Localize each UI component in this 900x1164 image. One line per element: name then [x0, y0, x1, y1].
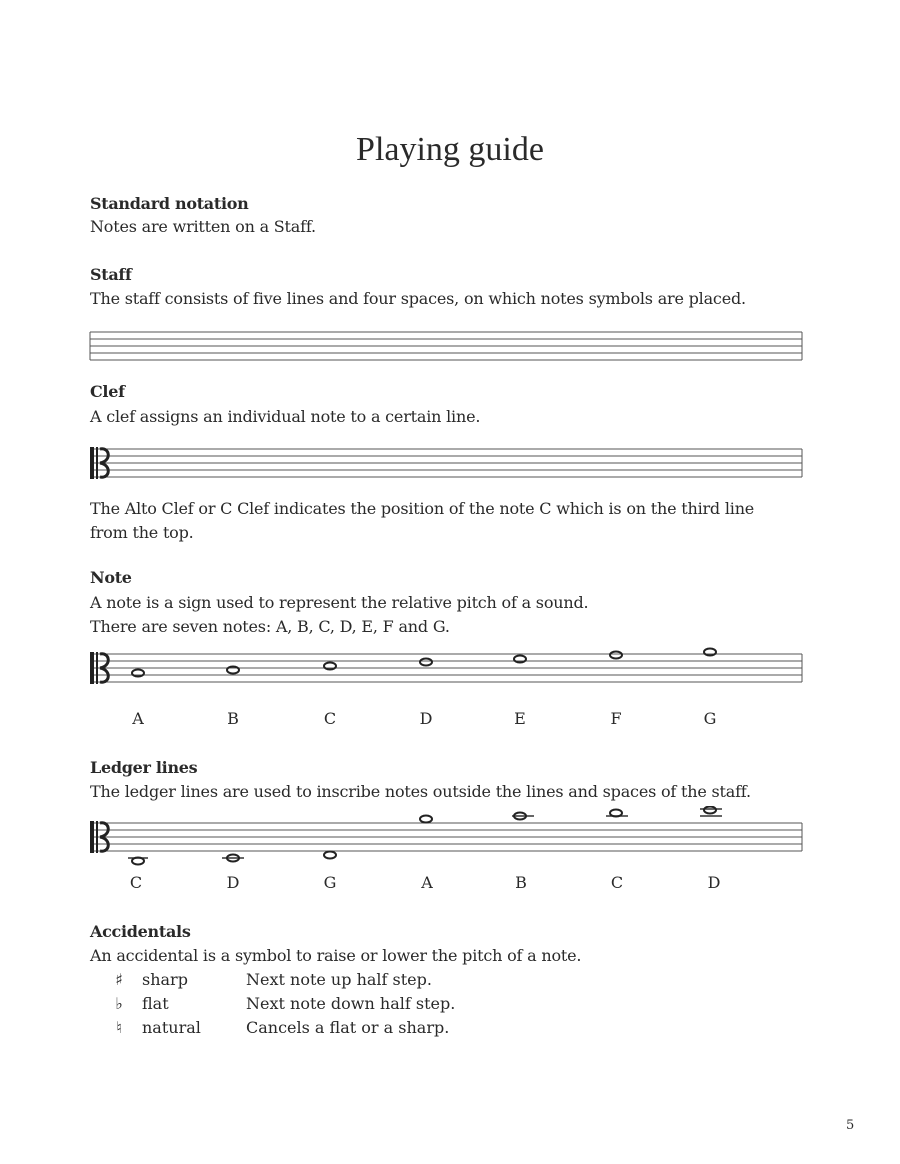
note-text-1: A note is a sign used to represent the relative pitch of a sound.: [90, 593, 589, 612]
clef-description-2: from the top.: [90, 523, 194, 542]
note-label-g: G: [703, 709, 717, 728]
note-d: [420, 659, 432, 666]
note-label-d: D: [419, 709, 433, 728]
accidental-row-natural: [112, 1016, 712, 1040]
page-number: 5: [846, 1118, 855, 1133]
accidental-name: natural: [142, 1018, 201, 1037]
ledger-label-c-low: C: [129, 873, 143, 892]
sharp-icon: ♯: [115, 970, 123, 989]
note-label-e: E: [514, 709, 526, 728]
accidental-row-flat: [112, 992, 712, 1016]
accidentals-text: An accidental is a symbol to raise or lower the pitch of a note.: [90, 946, 582, 965]
ledger-note-d-high: [704, 807, 716, 814]
accidentals-heading: Accidentals: [90, 922, 191, 941]
accidental-name: sharp: [142, 970, 188, 989]
ledger-label-d-high: D: [707, 873, 721, 892]
clef-text: A clef assigns an individual note to a certain line.: [90, 407, 481, 426]
ledger-note-a-high: [420, 816, 432, 823]
ledger-heading: Ledger lines: [90, 758, 198, 777]
natural-icon: ♮: [116, 1018, 122, 1037]
standard-notation-text: Notes are written on a Staff.: [90, 217, 316, 236]
ledger-note-g-low: [324, 852, 336, 859]
ledger-label-g-low: G: [323, 873, 337, 892]
accidental-description: Next note up half step.: [246, 970, 432, 989]
flat-icon: ♭: [115, 994, 123, 1013]
note-f: [610, 652, 622, 659]
ledger-label-b-high: B: [515, 873, 527, 892]
empty-staff: [88, 326, 804, 368]
staff-text: The staff consists of five lines and four spaces, on which notes symbols are placed.: [90, 289, 746, 308]
clef-staff: [88, 443, 804, 485]
note-heading: Note: [90, 568, 132, 587]
page-title: Playing guide: [356, 131, 544, 168]
ledger-label-a-high: A: [421, 873, 433, 892]
notes-staff: [88, 644, 804, 690]
accidental-description: Next note down half step.: [246, 994, 456, 1013]
ledger-staff: [88, 806, 804, 868]
ledger-label-d-low: D: [226, 873, 240, 892]
note-text-2: There are seven notes: A, B, C, D, E, F and G.: [90, 617, 450, 636]
staff-heading: Staff: [90, 265, 132, 284]
standard-notation-heading: Standard notation: [90, 194, 249, 213]
clef-description-1: The Alto Clef or C Clef indicates the position of the note C which is on the third line: [90, 499, 755, 518]
accidental-name: flat: [142, 994, 169, 1013]
ledger-text: The ledger lines are used to inscribe notes outside the lines and spaces of the staff.: [90, 782, 751, 801]
note-label-f: F: [610, 709, 622, 728]
accidental-row-sharp: [112, 968, 712, 992]
accidental-description: Cancels a flat or a sharp.: [246, 1018, 450, 1037]
ledger-label-c-high: C: [610, 873, 624, 892]
note-label-a: A: [132, 709, 144, 728]
note-label-b: B: [227, 709, 239, 728]
clef-heading: Clef: [90, 382, 125, 401]
note-label-c: C: [323, 709, 337, 728]
